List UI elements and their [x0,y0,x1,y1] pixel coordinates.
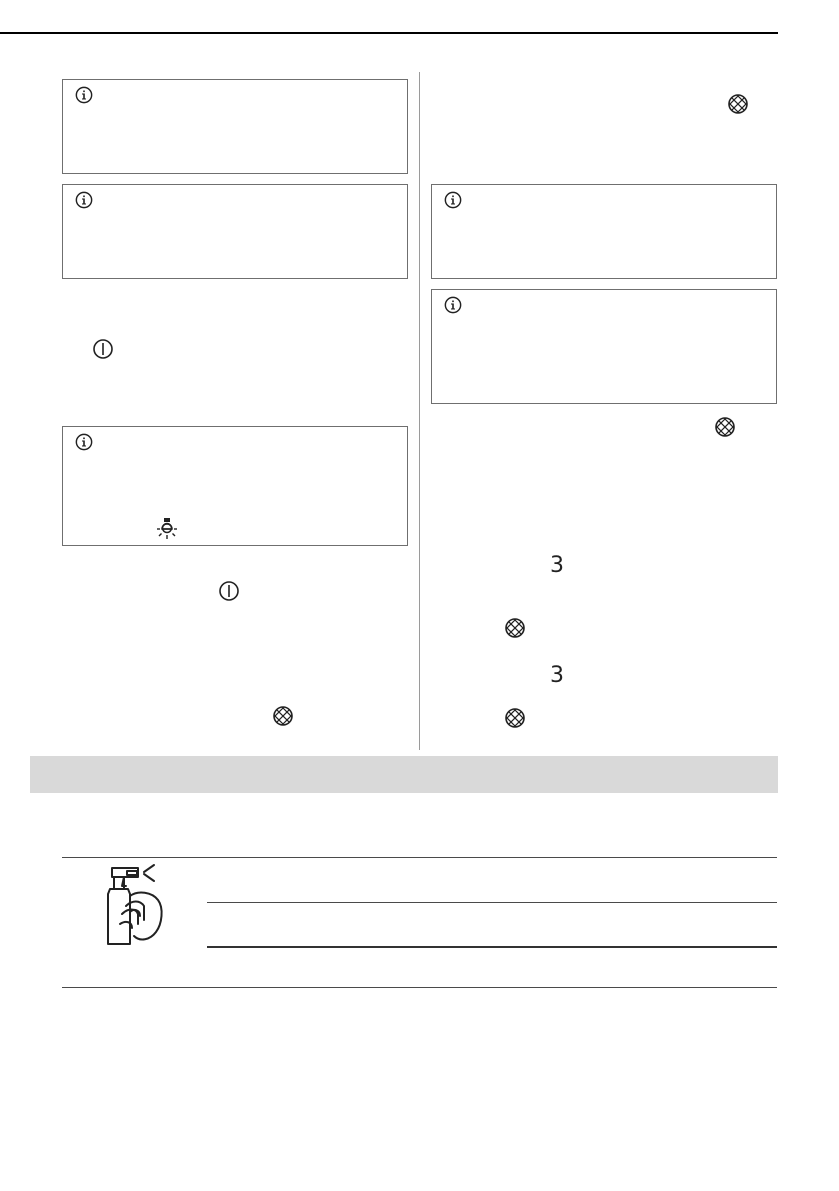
info-icon [444,191,462,209]
info-icon [75,433,93,451]
display-digit: 3 [550,553,564,578]
light-bulb-icon [156,517,178,541]
table-row-rule [207,946,777,948]
info-box-4 [431,184,777,279]
table-top-rule [62,857,777,858]
fan-speed-hatched-circle-icon [727,93,749,115]
power-icon [92,338,114,360]
info-box-3 [62,426,408,546]
info-box-5 [431,289,777,404]
info-icon [75,86,93,104]
fan-speed-hatched-circle-icon [714,416,736,438]
info-box-1 [62,79,408,174]
table-bottom-rule [62,987,777,988]
spray-bottle-cloth-icon [100,862,170,948]
fan-speed-hatched-circle-icon [504,617,526,639]
top-rule [0,32,778,34]
table-row-rule [207,902,777,903]
fan-speed-hatched-circle-icon [272,705,294,727]
fan-speed-hatched-circle-icon [504,707,526,729]
section-heading-bar [30,756,778,793]
column-divider [419,72,420,750]
info-box-2 [62,184,408,279]
display-digit: 3 [550,663,564,688]
power-icon [218,580,240,602]
info-icon [75,191,93,209]
info-icon [444,296,462,314]
